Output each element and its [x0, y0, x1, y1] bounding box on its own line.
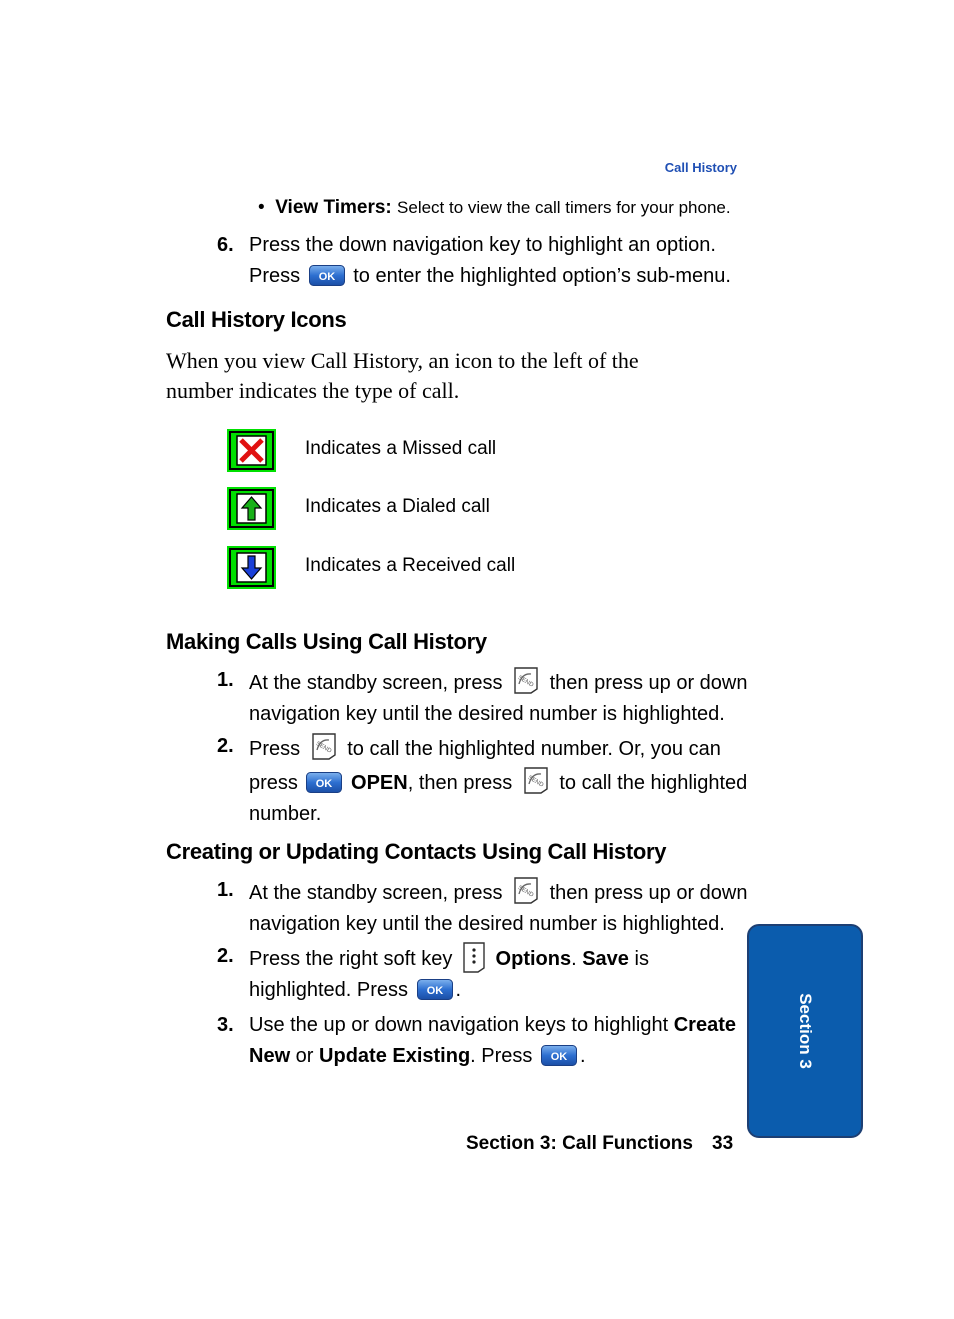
bold-term: New — [249, 1045, 291, 1067]
text-run: to call the highlighted number. Or, you can — [347, 738, 721, 760]
icon-description: Indicates a Dialed call — [305, 496, 490, 517]
paragraph-line: When you view Call History, an icon to the left of the — [166, 348, 639, 373]
dialed-call-icon — [227, 487, 276, 530]
text-run: At the standby screen, press — [249, 882, 503, 904]
text-run: press — [249, 772, 298, 794]
step-line — [249, 731, 747, 765]
text-run: then press up or down — [549, 672, 748, 694]
heading-creating-updating-contacts: Creating or Updating Contacts Using Call History — [166, 839, 667, 864]
step-line: Press the down navigation key to highlight an option. — [249, 234, 716, 256]
received-call-icon — [227, 546, 276, 589]
text-run: or — [290, 1045, 320, 1067]
step-line — [249, 261, 731, 292]
step-line — [249, 941, 649, 975]
text-run: Press — [249, 265, 301, 287]
step-line: number. — [249, 803, 322, 825]
bullet-view-timers — [258, 197, 731, 219]
bold-term: Update Existing — [319, 1045, 471, 1067]
send-key-icon — [309, 731, 339, 761]
text-run: . — [579, 1045, 586, 1067]
icon-description: Indicates a Missed call — [305, 438, 497, 459]
step-line — [249, 765, 747, 799]
text-run: to call the highlighted — [559, 772, 748, 794]
bold-term: OPEN — [351, 772, 408, 794]
text-run: Press the right soft key — [249, 948, 453, 970]
step-line — [249, 1041, 736, 1072]
step-line — [249, 875, 748, 909]
page-number: 33 — [712, 1133, 734, 1154]
step-number: 1. — [217, 879, 234, 901]
ok-button-icon — [417, 979, 453, 1000]
text-run: is — [628, 948, 649, 970]
bold-term: Options — [495, 948, 572, 970]
text-run: , then press — [407, 772, 513, 794]
text-run: to enter the highlighted option’s sub-menu. — [353, 265, 731, 287]
bullet-dot: • — [258, 197, 276, 218]
text-run: At the standby screen, press — [249, 672, 503, 694]
heading-call-history-icons: Call History Icons — [166, 307, 347, 332]
send-key-icon — [511, 665, 541, 695]
heading-making-calls: Making Calls Using Call History — [166, 629, 487, 654]
text-run: . — [571, 948, 583, 970]
step-number: 1. — [217, 669, 234, 691]
step-line — [249, 975, 649, 1006]
text-run: . — [455, 979, 462, 1001]
running-head: Call History — [664, 160, 737, 175]
paragraph-line: number indicates the type of call. — [166, 378, 460, 403]
text-run: Press — [249, 738, 301, 760]
bold-term: Save — [582, 948, 629, 970]
footer-section: Section 3: Call Functions — [466, 1133, 693, 1154]
section-tab-label: Section 3 — [796, 993, 815, 1069]
step-line: navigation key until the desired number is highlighted. — [249, 703, 725, 725]
bullet-label: View Timers: — [275, 197, 392, 218]
text-run: then press up or down — [549, 882, 748, 904]
text-run: Use the up or down navigation keys to highlight — [249, 1014, 669, 1036]
section-tab — [747, 924, 863, 1138]
send-key-icon — [511, 875, 541, 905]
ok-button-icon — [541, 1045, 577, 1066]
intro-paragraph — [166, 346, 639, 406]
send-key-icon — [521, 765, 551, 795]
missed-call-icon — [227, 429, 276, 472]
step-number: 6. — [217, 234, 234, 256]
ok-button-icon — [306, 772, 342, 793]
step-number: 2. — [217, 735, 234, 757]
icon-description: Indicates a Received call — [305, 555, 516, 576]
step-line: navigation key until the desired number is highlighted. — [249, 913, 725, 935]
step-number: 3. — [217, 1014, 234, 1036]
bullet-text: Select to view the call timers for your phone. — [397, 198, 731, 217]
step-line — [249, 1010, 736, 1041]
text-run: . Press — [470, 1045, 533, 1067]
step-line — [249, 665, 748, 699]
ok-button-icon — [309, 265, 345, 286]
bold-term: Create — [673, 1014, 736, 1036]
right-soft-key-icon — [461, 941, 487, 973]
text-run: highlighted. Press — [249, 979, 408, 1001]
step-number: 2. — [217, 945, 234, 967]
